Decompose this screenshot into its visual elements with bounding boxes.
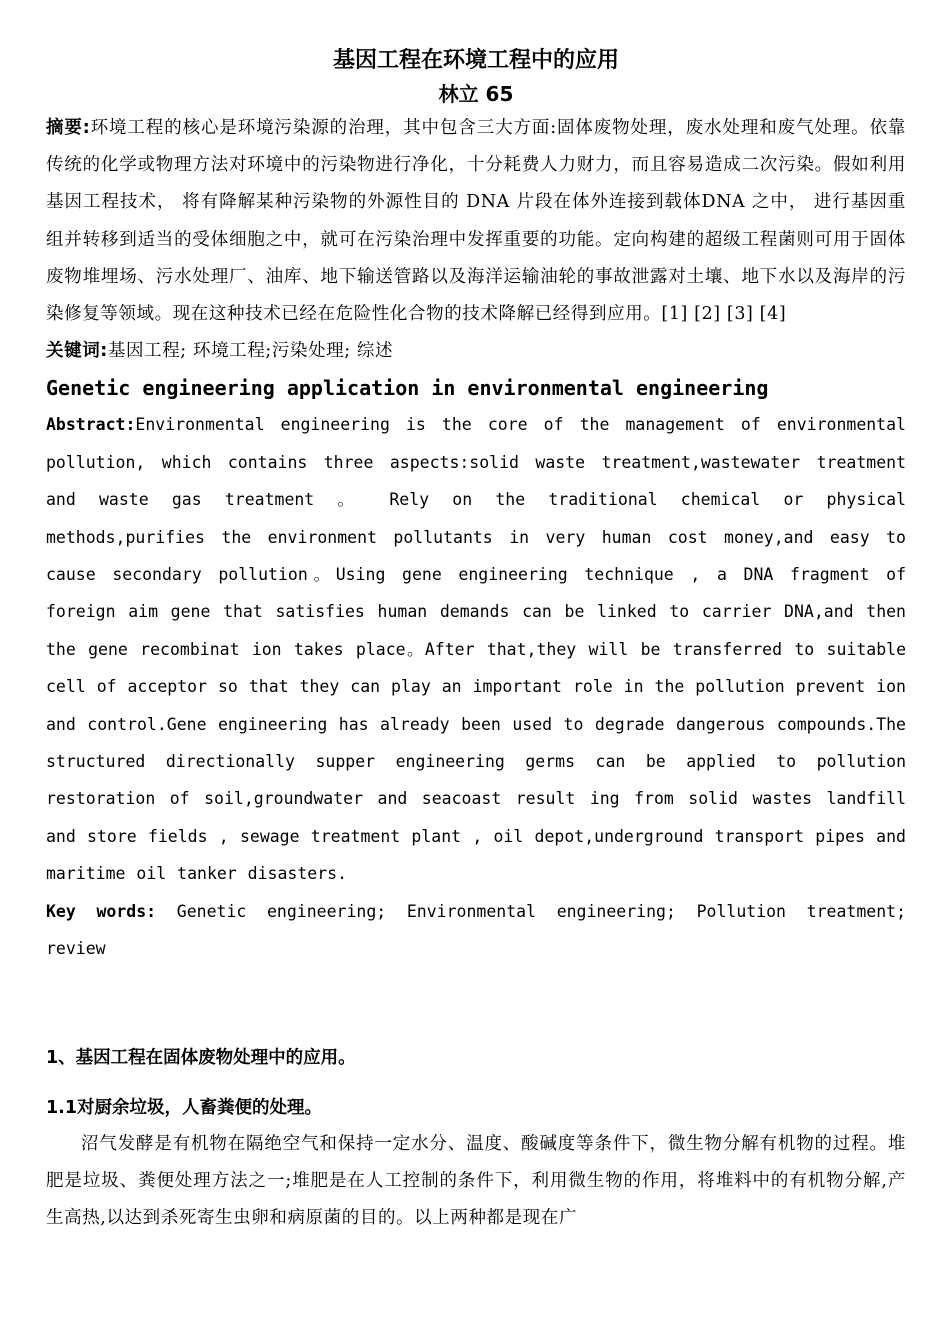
english-title: Genetic engineering application in environmental engineering bbox=[46, 376, 769, 401]
abstract-en-text: Environmental engineering is the core of the management of environmental pollution, which contains three aspects:solid waste treatment,wastewater treatment and waste gas treatment 。 Rely on the traditional chemical or physical methods,purifies the environment pollutants in very human cost money,and easy to cause secondary pollution。Using gene engineering technique , a DNA fragment of foreign aim gene that satisfies human demands can be linked to carrier DNA,and then the gene recombinat ion takes place。After that,they will be transferred to suitable cell of acceptor so that they can play an important role in the pollution prevent ion and control.Gene engineering has already been used to degrade dangerous compounds.The structured directionally supper engineering germs can be applied to pollution restoration of soil,groundwater and seacoast result ing from solid wastes landfill and store fields , sewage treatment plant , oil depot,underground transport pipes and maritime oil tanker disasters. bbox=[46, 415, 906, 884]
author-line: 林立 65 bbox=[438, 82, 514, 106]
keywords-cn-label: 关键词: bbox=[46, 341, 108, 362]
keywords-cn bbox=[46, 333, 906, 370]
section-1-heading: 1、基因工程在固体废物处理中的应用。 bbox=[46, 1047, 356, 1068]
section-1-1-text: 沼气发酵是有机物在隔绝空气和保持一定水分、温度、酸碱度等条件下，微生物分解有机物的过程。堆肥是垃圾、粪便处理方法之一;堆肥是在人工控制的条件下，利用微生物的作用，将堆料中的有机物分解,产生高热,以达到杀死寄生虫卵和病原菌的目的。以上两种都是现在广 bbox=[46, 1133, 906, 1228]
abstract-cn-label: 摘要: bbox=[46, 118, 91, 138]
keywords-cn-text: 基因工程; 环境工程;污染处理; 综述 bbox=[107, 341, 394, 362]
paper-title: 基因工程在环境工程中的应用 bbox=[332, 48, 619, 73]
section-spacer bbox=[46, 968, 906, 1040]
abstract-en bbox=[46, 406, 906, 892]
abstract-cn bbox=[46, 110, 906, 333]
keywords-en bbox=[46, 893, 906, 968]
keywords-en-label: Key words: bbox=[46, 901, 157, 921]
abstract-en-label: Abstract: bbox=[46, 415, 136, 435]
abstract-cn-text: 环境工程的核心是环境污染源的治理，其中包含三大方面:固体废物处理，废水处理和废气处理。依靠传统的化学或物理方法对环境中的污染物进行净化，十分耗费人力财力，而且容易造成二次污染。假如利用基因工程技术， 将有降解某种污染物的外源性目的 DNA 片段在体外连接到载体DNA 之中， 进行基因重组并转移到适当的受体细胞之中，就可在污染治理中发挥重要的功能。定向构建的超级工程菌则可用于固体废物堆埋场、污水处理厂、油库、地下输送管路以及海洋运输油轮的事故泄露对土壤、地下水以及海岸的污染修复等领域。现在这种技术已经在危险性化合物的技术降解已经得到应用。[1] [2] [3] [4] bbox=[46, 118, 906, 325]
section-1-1-heading: 1.1对厨余垃圾，人畜粪便的处理。 bbox=[46, 1097, 322, 1118]
keywords-en-text: Genetic engineering; Environmental engineering; Pollution treatment; review bbox=[46, 901, 907, 959]
